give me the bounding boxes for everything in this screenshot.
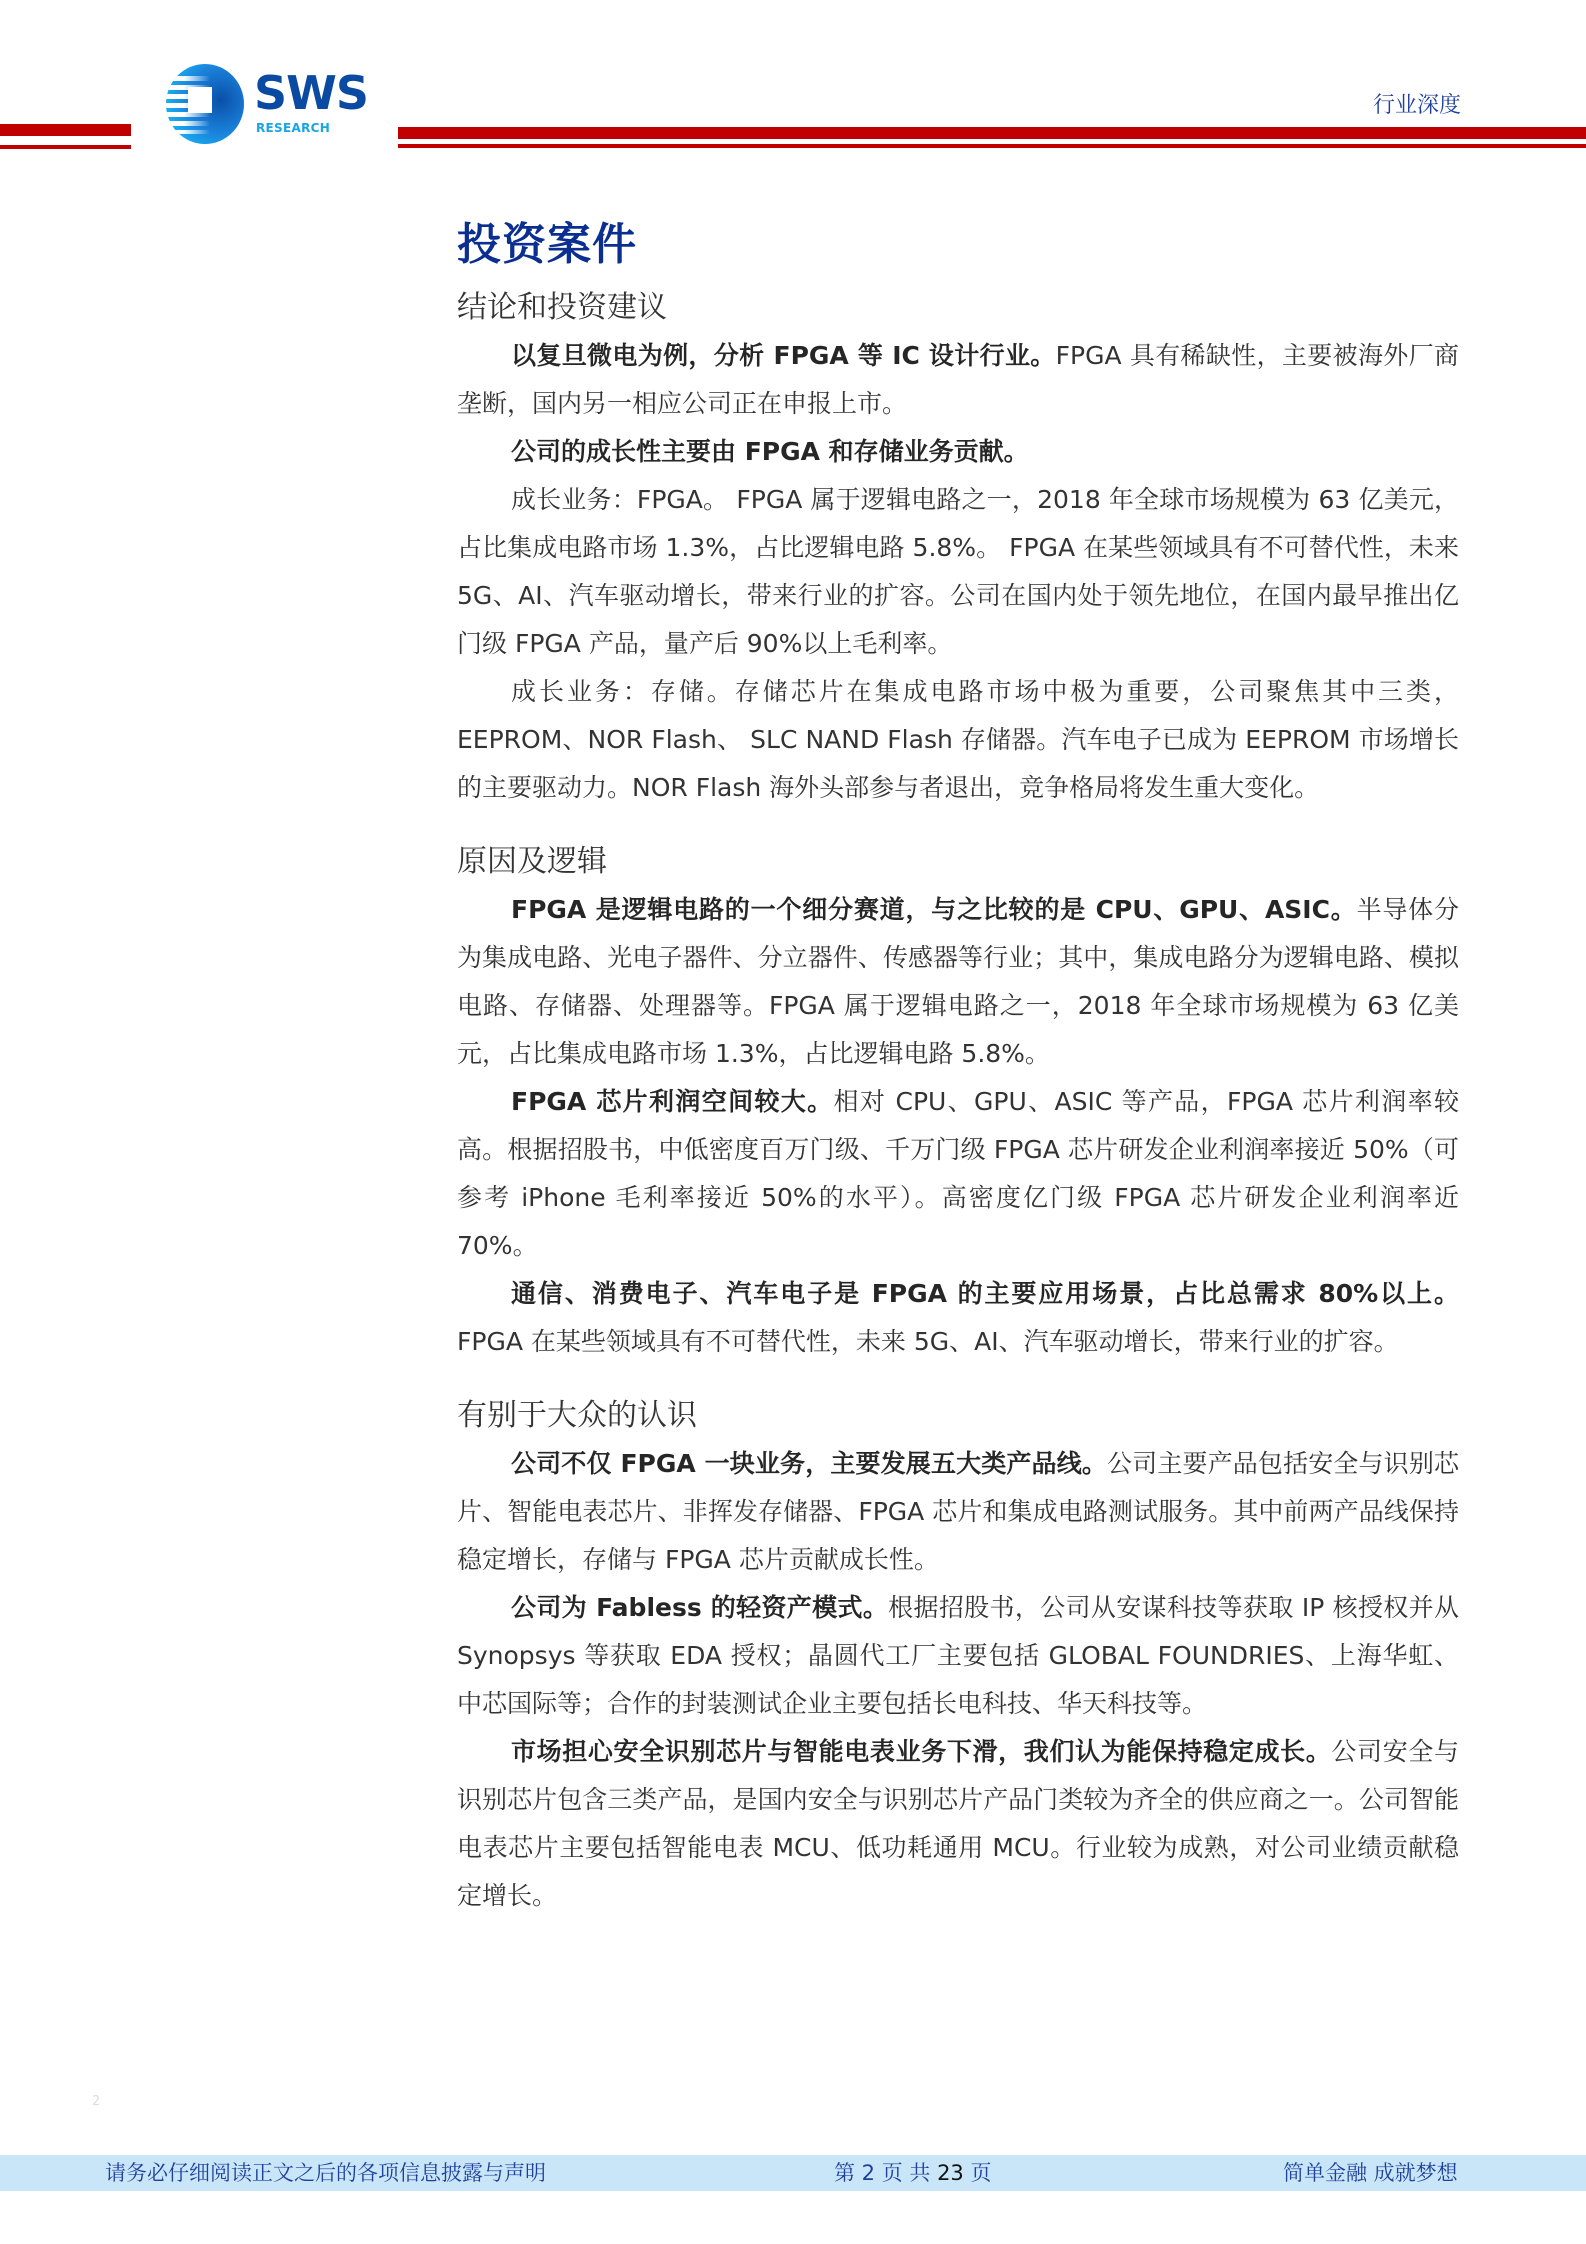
header-red-bar-left-thick (0, 124, 131, 136)
paragraph-lead: FPGA 芯片利润空间较大。 (511, 1087, 834, 1116)
paragraph (457, 1078, 1459, 1270)
page-title: 投资案件 (457, 219, 637, 270)
paragraph-lead: 公司不仅 FPGA 一块业务，主要发展五大类产品线。 (511, 1449, 1108, 1478)
paragraph-lead: 通信、消费电子、汽车电子是 FPGA 的主要应用场景，占比总需求 80%以上。 (511, 1279, 1459, 1308)
paragraph (457, 1584, 1459, 1728)
page-prefix: 第 2 页 共 (834, 2161, 938, 2185)
paragraph-lead: 以复旦微电为例，分析 FPGA 等 IC 设计行业。 (511, 341, 1056, 370)
paragraph (457, 1270, 1459, 1366)
section-heading: 原因及逻辑 (457, 844, 607, 879)
header-red-bar-right-thick (398, 127, 1586, 139)
paragraph (457, 476, 1459, 668)
paragraph-text: 成长业务：存储。存储芯片在集成电路市场中极为重要，公司聚焦其中三类，EEPROM、NOR Flash、 SLC NAND Flash 存储器。汽车电子已成为 EEPROM 市场增长的主要驱动力。NOR Flash 海外头部参与者退出，竞争格局将发生重大变化。 (457, 677, 1459, 802)
paragraph-text: 半导体分为集成电路、光电子器件、分立器件、传感器等行业；其中，集成电路分为逻辑电路、模拟电路、存储器、处理器等。FPGA 属于逻辑电路之一，2018 年全球市场规模为 63 亿美元，占比集成电路市场 1.3%，占比逻辑电路 5.8%。 (457, 895, 1459, 1068)
footer-slogan: 简单金融 成就梦想 (1283, 2161, 1458, 2185)
faint-page-marker: 2 (92, 2094, 101, 2109)
footer-disclaimer[interactable]: 请务必仔细阅读正文之后的各项信息披露与声明 (105, 2161, 546, 2185)
logo-square (188, 87, 212, 113)
paragraph-text: 根据招股书，公司从安谋科技等获取 IP 核授权并从 Synopsys 等获取 EDA 授权；晶圆代工厂主要包括 GLOBAL FOUNDRIES、上海华虹、中芯国际等；合作的封装测试企业主要包括长电科技、华天科技等。 (457, 1593, 1459, 1718)
paragraph-lead: 市场担心安全识别芯片与智能电表业务下滑，我们认为能保持稳定成长。 (511, 1737, 1332, 1766)
paragraph (457, 1440, 1459, 1584)
paragraph-lead: FPGA 是逻辑电路的一个细分赛道，与之比较的是 CPU、GPU、ASIC。 (511, 895, 1357, 924)
section-conclusion (457, 284, 1459, 812)
paragraph-text: 相对 CPU、GPU、ASIC 等产品，FPGA 芯片利润率较高。根据招股书，中低密度百万门级、千万门级 FPGA 芯片研发企业利润率接近 50%（可参考 iPhone 毛利率接近 50%的水平）。高密度亿门级 FPGA 芯片研发企业利润率近 70%。 (457, 1087, 1459, 1260)
paragraph (457, 428, 1459, 476)
section-reasons-logic (457, 838, 1459, 1366)
page-suffix: 页 (963, 2161, 992, 2185)
paragraph (457, 332, 1459, 428)
footer-page-number (834, 2159, 991, 2187)
paragraph-lead: 公司为 Fabless 的轻资产模式。 (511, 1593, 889, 1622)
paragraph-text: 公司安全与识别芯片包含三类产品，是国内安全与识别芯片产品门类较为齐全的供应商之一。公司智能电表芯片主要包括智能电表 MCU、低功耗通用 MCU。行业较为成熟，对公司业绩贡献稳定增长。 (457, 1737, 1459, 1910)
logo-globe-icon (166, 64, 244, 144)
paragraph (457, 1728, 1459, 1920)
paragraph-text: 公司主要产品包括安全与识别芯片、智能电表芯片、非挥发存储器、FPGA 芯片和集成电路测试服务。其中前两产品线保持稳定增长，存储与 FPGA 芯片贡献成长性。 (457, 1449, 1459, 1574)
page-total: 23 (937, 2161, 964, 2185)
paragraph-text: 成长业务：FPGA。 FPGA 属于逻辑电路之一，2018 年全球市场规模为 63 亿美元，占比集成电路市场 1.3%，占比逻辑电路 5.8%。 FPGA 在某些领域具有不可替代性，未来 5G、AI、汽车驱动增长，带来行业的扩容。公司在国内处于领先地位，在国内最早推出亿门级 FPGA 产品，量产后 90%以上毛利率。 (457, 485, 1459, 658)
section-heading: 有别于大众的认识 (457, 1398, 697, 1433)
section-heading: 结论和投资建议 (457, 290, 667, 325)
header-red-bar-left-thin (0, 145, 131, 149)
header-red-bar-right-thin (398, 144, 1586, 148)
section-contrarian-view (457, 1392, 1459, 1920)
logo-wordmark: SWS (254, 66, 368, 120)
logo-subtitle: RESEARCH (256, 121, 331, 135)
paragraph-text: FPGA 在某些领域具有不可替代性，未来 5G、AI、汽车驱动增长，带来行业的扩容。 (457, 1327, 1399, 1356)
paragraph-lead: 公司的成长性主要由 FPGA 和存储业务贡献。 (511, 437, 1029, 466)
paragraph (457, 668, 1459, 812)
report-body (457, 210, 1459, 1920)
paragraph-text: FPGA 具有稀缺性，主要被海外厂商垄断，国内另一相应公司正在申报上市。 (457, 341, 1459, 418)
sws-research-logo (166, 64, 366, 146)
paragraph (457, 886, 1459, 1078)
report-type-tag: 行业深度 (1373, 93, 1462, 118)
